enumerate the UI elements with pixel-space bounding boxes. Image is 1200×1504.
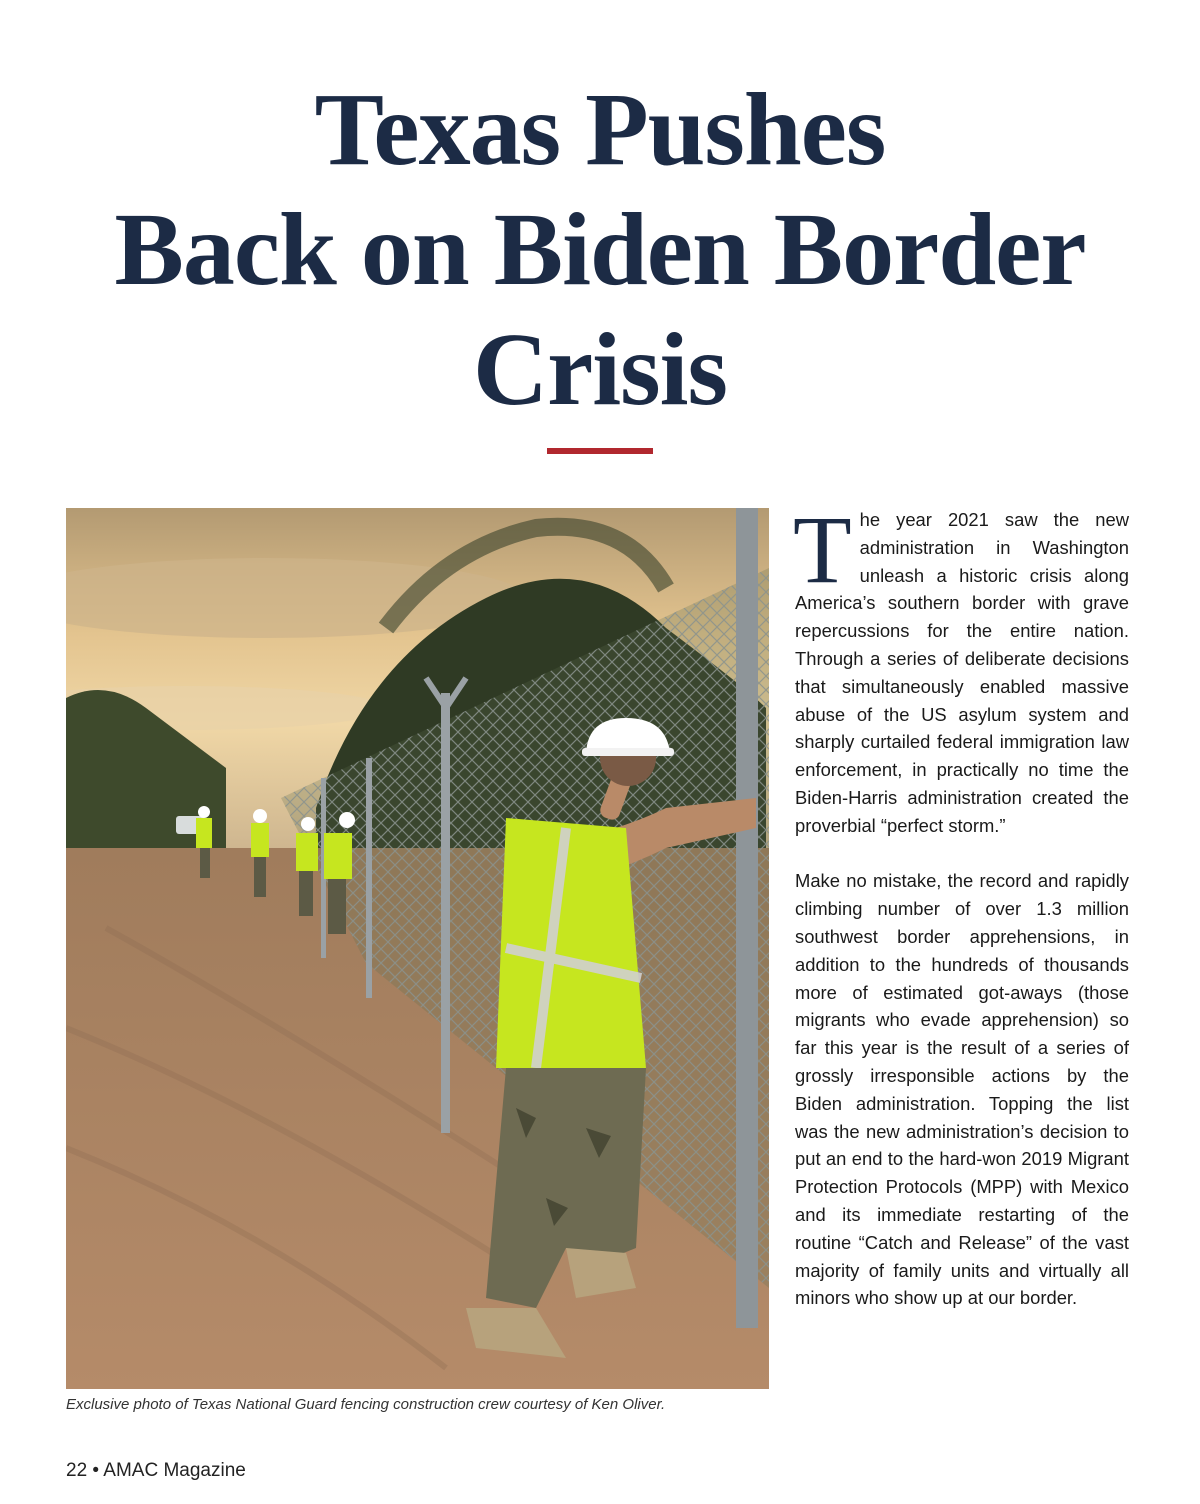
- photo-illustration: [66, 508, 769, 1389]
- paragraph-1: [793, 496, 1129, 840]
- title-line-3: Crisis: [473, 312, 727, 427]
- title-line-2: Back on Biden Border: [114, 192, 1086, 307]
- paragraph-2: Make no mistake, the record and rapidly climbing number of over 1.3 million southwest border apprehensions, in addition to the hundreds of thousands more of estimated got-aways (those migrants who evade apprehension) so far this year is the result of a series of grossly irresponsible actions by the Biden administration. Topping the list was the new administration’s decision to put an end to the hard-won 2019 Migrant Protection Protocols (MPP) with Mexico and its immediate restarting of the routine “Catch and Release” of the vast majority of family units and virtually all minors who show up at our border.: [795, 870, 1129, 1309]
- paragraph-1-text: he year 2021 saw the new administration in Washington unleash a historic crisis along America’s southern border with grave repercussions for the entire nation. Through a series of deliberate decisions that simultaneously enabled massive abuse of the US asylum system and sharply curtailed federal immigration law enforcement, in practically no time the Biden-Harris administration created the proverbial “perfect storm.”: [795, 509, 1129, 836]
- article-title: [60, 70, 1140, 430]
- article-body: [793, 496, 1129, 1312]
- page-folio: 22 • AMAC Magazine: [66, 1460, 246, 1481]
- accent-rule: [547, 448, 653, 454]
- title-line-1: Texas Pushes: [314, 72, 886, 187]
- drop-cap: T: [793, 496, 852, 603]
- article-photo: [66, 508, 769, 1389]
- photo-caption: Exclusive photo of Texas National Guard fencing construction crew courtesy of Ken Oliver.: [66, 1396, 666, 1413]
